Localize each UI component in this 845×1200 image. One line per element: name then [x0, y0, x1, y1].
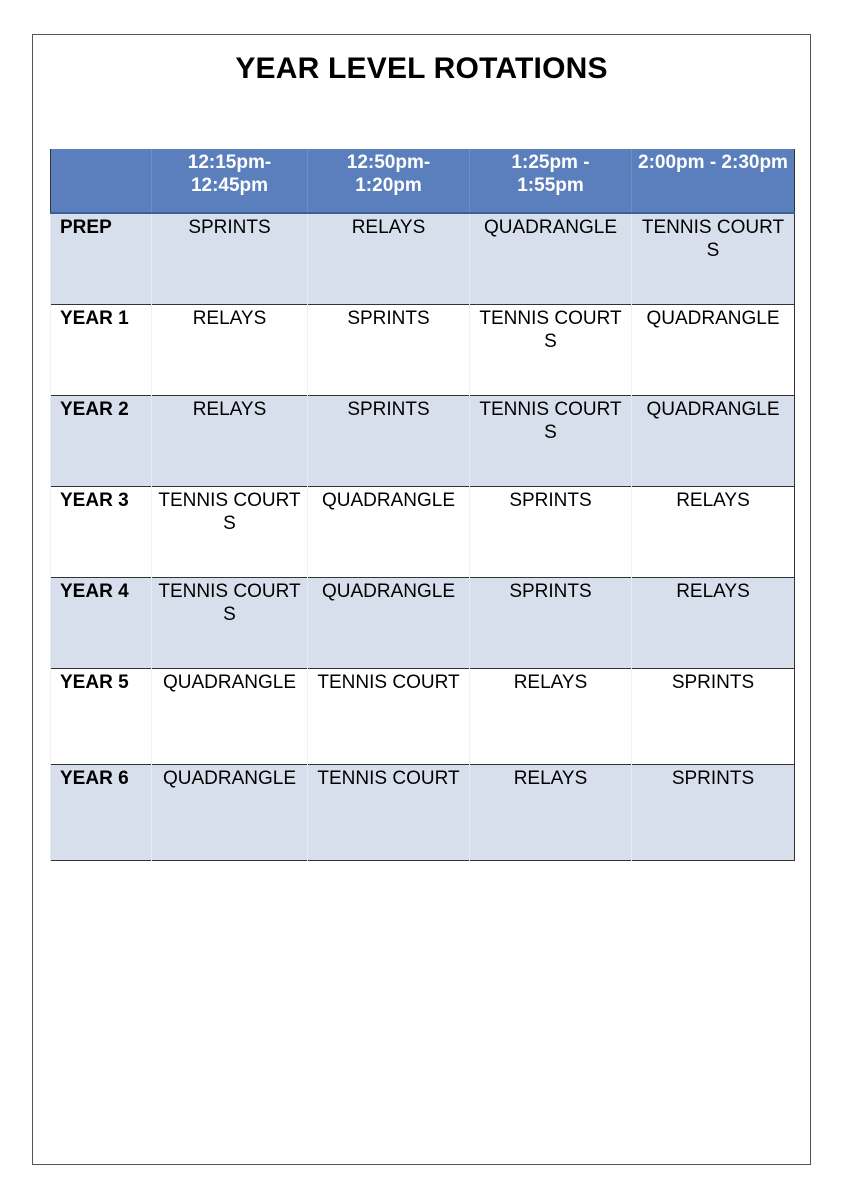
row-label: PREP	[51, 213, 152, 304]
table-cell: QUADRANGLE	[470, 213, 632, 304]
header-corner	[51, 149, 152, 213]
table-cell: RELAYS	[152, 304, 308, 395]
table-cell: RELAYS	[308, 213, 470, 304]
table-cell: SPRINTS	[632, 668, 795, 764]
table-row	[51, 668, 795, 764]
table-cell: SPRINTS	[632, 764, 795, 860]
table-cell: TENNIS COURTS	[470, 304, 632, 395]
row-label: YEAR 6	[51, 764, 152, 860]
table-cell: SPRINTS	[308, 395, 470, 486]
page-title: YEAR LEVEL ROTATIONS	[235, 52, 608, 85]
row-label: YEAR 2	[51, 395, 152, 486]
table-cell: QUADRANGLE	[632, 304, 795, 395]
table-cell: QUADRANGLE	[152, 668, 308, 764]
table-row	[51, 395, 795, 486]
row-label: YEAR 1	[51, 304, 152, 395]
table-cell: TENNIS COURT	[308, 764, 470, 860]
table-row	[51, 213, 795, 304]
table-cell: RELAYS	[470, 764, 632, 860]
table-cell: RELAYS	[152, 395, 308, 486]
table-cell: RELAYS	[632, 486, 795, 577]
table-cell: SPRINTS	[308, 304, 470, 395]
table-cell: QUADRANGLE	[308, 486, 470, 577]
table-cell: QUADRANGLE	[632, 395, 795, 486]
table-cell: SPRINTS	[152, 213, 308, 304]
table-row	[51, 486, 795, 577]
header-time-slot-4: 2:00pm - 2:30pm	[632, 149, 795, 213]
table-row	[51, 764, 795, 860]
table-cell: TENNIS COURTS	[632, 213, 795, 304]
header-time-slot-3: 1:25pm - 1:55pm	[470, 149, 632, 213]
table-row	[51, 577, 795, 668]
table-cell: QUADRANGLE	[152, 764, 308, 860]
header-time-slot-2: 12:50pm-1:20pm	[308, 149, 470, 213]
row-label: YEAR 5	[51, 668, 152, 764]
table-header-row	[51, 149, 795, 213]
table-cell: SPRINTS	[470, 486, 632, 577]
table-cell: QUADRANGLE	[308, 577, 470, 668]
table-cell: TENNIS COURTS	[152, 577, 308, 668]
rotations-table	[50, 149, 795, 861]
table-cell: RELAYS	[632, 577, 795, 668]
row-label: YEAR 4	[51, 577, 152, 668]
table-cell: TENNIS COURT	[308, 668, 470, 764]
table-cell: TENNIS COURTS	[152, 486, 308, 577]
table-row	[51, 304, 795, 395]
header-time-slot-1: 12:15pm-12:45pm	[152, 149, 308, 213]
table-cell: TENNIS COURTS	[470, 395, 632, 486]
table-cell: SPRINTS	[470, 577, 632, 668]
row-label: YEAR 3	[51, 486, 152, 577]
table-cell: RELAYS	[470, 668, 632, 764]
